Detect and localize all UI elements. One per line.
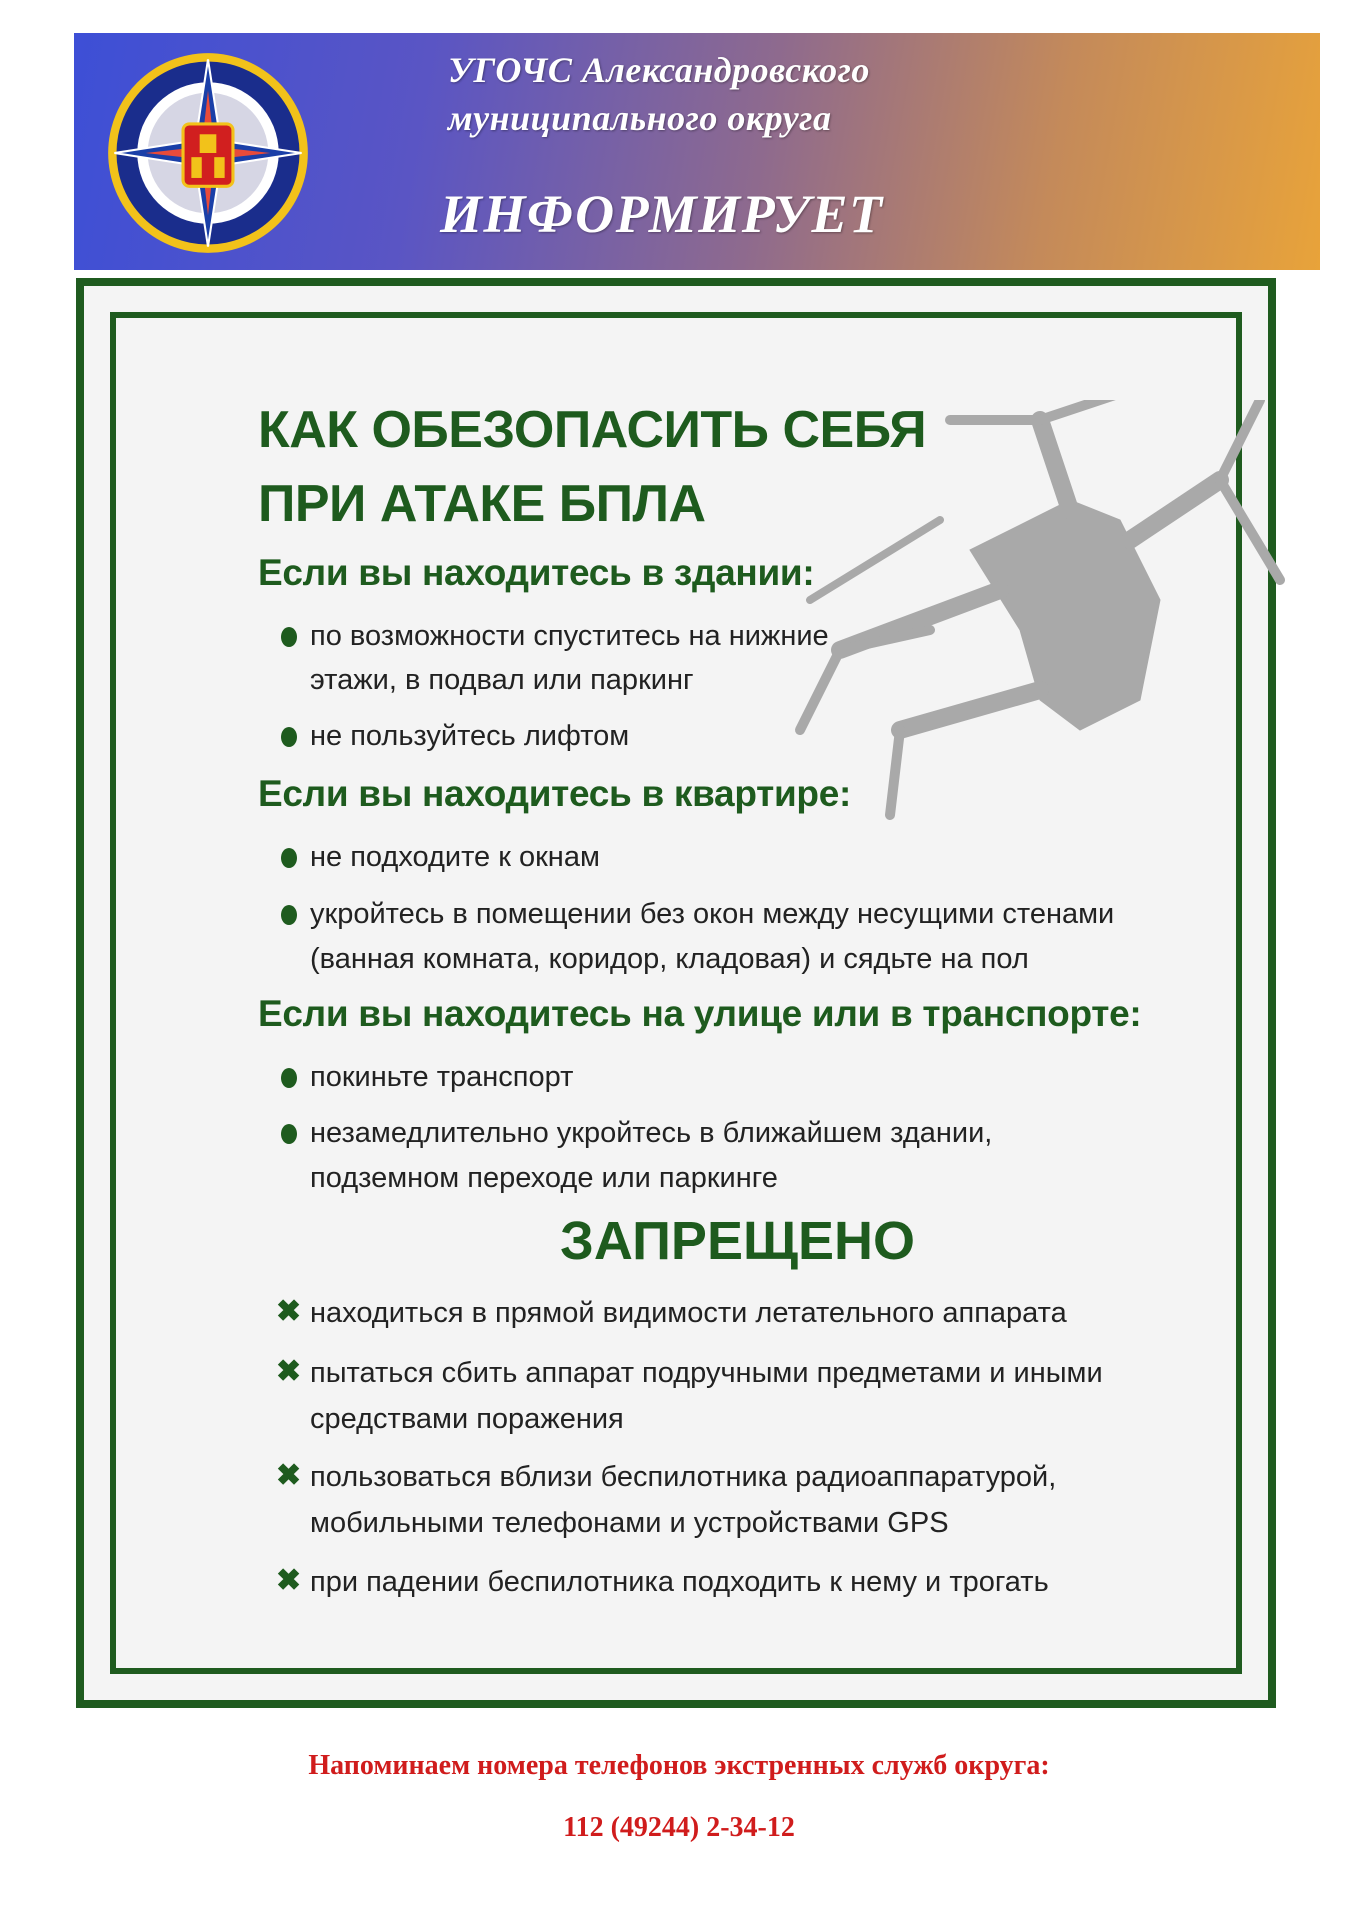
emergency-reminder: Напоминаем номера телефонов экстренных служб округа: (308, 1750, 1050, 1781)
list-item: по возможности спуститесь на нижние (310, 620, 829, 652)
forbidden-item: пытаться сбить аппарат подручными предметами и иными (310, 1357, 1103, 1389)
forbidden-item-continued: мобильными телефонами и устройствами GPS (310, 1507, 949, 1539)
section-heading-apartment: Если вы находитесь в квартире: (258, 773, 852, 814)
section-heading-street: Если вы находитесь на улице или в транспорте: (258, 993, 1142, 1034)
list-item-continued: подземном переходе или паркинге (310, 1162, 778, 1194)
list-item-continued: этажи, в подвал или паркинг (310, 664, 694, 696)
bullet-icon (281, 627, 297, 647)
list-item: не пользуйтесь лифтом (310, 720, 630, 752)
cross-icon: ✖ (276, 1564, 302, 1597)
bullet-icon (281, 848, 297, 868)
forbidden-heading: ЗАПРЕЩЕНО (560, 1211, 916, 1271)
poster-title-line-2: ПРИ АТАКЕ БПЛА (258, 475, 706, 533)
forbidden-item: при падении беспилотника подходить к нему и трогать (310, 1566, 1049, 1598)
list-item: покиньте транспорт (310, 1061, 574, 1093)
forbidden-item: находиться в прямой видимости летательного аппарата (310, 1297, 1067, 1329)
header-line-1: УГОЧС Александровского (448, 50, 870, 90)
header-informs: ИНФОРМИРУЕТ (440, 184, 884, 244)
drone-icon (740, 400, 1300, 820)
poster-title-line-1: КАК ОБЕЗОПАСИТЬ СЕБЯ (258, 401, 927, 459)
bullet-icon (281, 727, 297, 747)
forbidden-item-continued: средствами поражения (310, 1403, 624, 1435)
cross-icon: ✖ (276, 1295, 302, 1328)
bullet-icon (281, 1068, 297, 1088)
emblem-logo (104, 49, 312, 257)
bullet-icon (281, 905, 297, 925)
cross-icon: ✖ (276, 1355, 302, 1388)
list-item: не подходите к окнам (310, 841, 600, 873)
header-line-2: муниципального округа (448, 98, 832, 138)
list-item: укройтесь в помещении без окон между несущими стенами (310, 898, 1115, 930)
list-item: незамедлительно укройтесь в ближайшем здании, (310, 1117, 993, 1149)
list-item-continued: (ванная комната, коридор, кладовая) и сядьте на пол (310, 943, 1029, 975)
header-banner (74, 33, 1320, 270)
forbidden-item: пользоваться вблизи беспилотника радиоаппаратурой, (310, 1461, 1057, 1493)
section-heading-building: Если вы находитесь в здании: (258, 552, 815, 593)
cross-icon: ✖ (276, 1459, 302, 1492)
emergency-phones: 112 (49244) 2-34-12 (563, 1812, 795, 1843)
bullet-icon (281, 1124, 297, 1144)
